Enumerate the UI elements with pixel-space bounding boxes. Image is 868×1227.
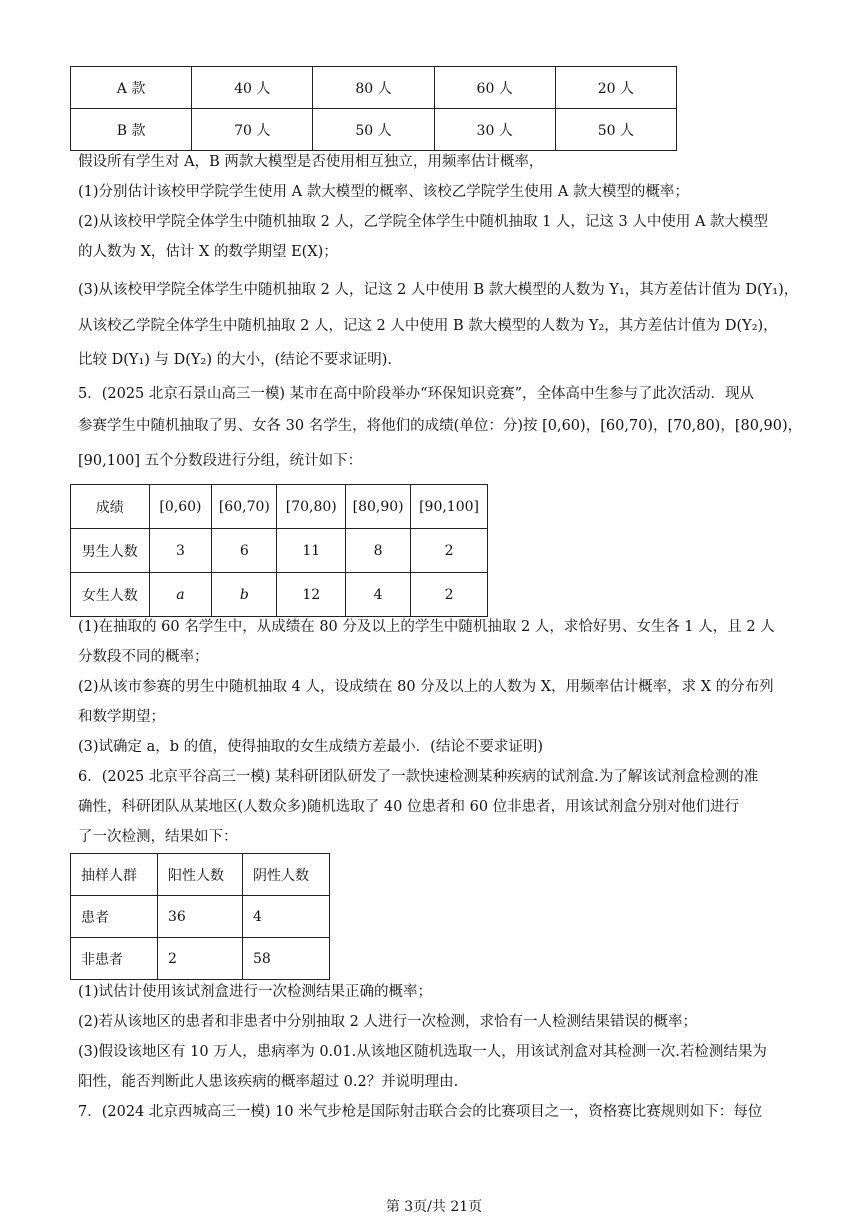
q5-part1-line1: (1)在抽取的 60 名学生中，从成绩在 80 分及以上的学生中随机抽取 2 人，求恰好男、女生各 1 人，且 2 人	[78, 619, 775, 635]
table-cell: 20 人	[555, 67, 676, 109]
q4-assumption: 假设所有学生对 A，B 两款大模型是否使用相互独立，用频率估计概率，	[78, 154, 544, 170]
table-header-cell: 阴性人数	[243, 854, 330, 896]
table-row	[71, 573, 488, 617]
table-cell: 50 人	[555, 109, 676, 151]
q4-part2-line1: (2)从该校甲学院全体学生中随机抽取 2 人，乙学院全体学生中随机抽取 1 人，记这 3 人中使用 A 款大模型	[78, 214, 769, 230]
table-cell: 12	[277, 573, 346, 617]
table-row	[71, 896, 330, 938]
table-cell: 患者	[71, 896, 158, 938]
table-cell: 非患者	[71, 938, 158, 980]
q6-part2: (2)若从该地区的患者和非患者中分别抽取 2 人进行一次检测，求恰有一人检测结果错误的概率；	[78, 1014, 697, 1030]
table-cell: 3	[149, 529, 212, 573]
table-header-cell: [60,70)	[212, 485, 277, 529]
table-cell: 4	[243, 896, 330, 938]
table-row	[71, 67, 677, 109]
table-cell: 2	[158, 938, 243, 980]
table-header-cell: [70,80)	[277, 485, 346, 529]
table-row	[71, 854, 330, 896]
table-row	[71, 529, 488, 573]
table-cell: 2	[411, 529, 488, 573]
table-header-cell: [80,90)	[346, 485, 411, 529]
q6-stem-line2: 确性，科研团队从某地区(人数众多)随机选取了 40 位患者和 60 位非患者，用该试剂盒分别对他们进行	[78, 799, 740, 815]
table-cell: 80 人	[313, 67, 434, 109]
table-cell: B 款	[71, 109, 192, 151]
table-cell: 男生人数	[71, 529, 150, 573]
table-row	[71, 938, 330, 980]
q5-stem-line3: [90,100] 五个分数段进行分组，统计如下：	[78, 453, 363, 469]
table-cell: 女生人数	[71, 573, 150, 617]
q4-part3-line1: (3)从该校甲学院全体学生中随机抽取 2 人，记这 2 人中使用 B 款大模型的人数为 Y₁，其方差估计值为 D(Y₁)，	[78, 282, 799, 298]
table-cell: 58	[243, 938, 330, 980]
q6-part1: (1)试估计使用该试剂盒进行一次检测结果正确的概率；	[78, 984, 433, 1000]
q5-part2-line1: (2)从该市参赛的男生中随机抽取 4 人，设成绩在 80 分及以上的人数为 X，用频率估计概率，求 X 的分布列	[78, 679, 774, 695]
table-cell: 2	[411, 573, 488, 617]
table-cell: 40 人	[192, 67, 313, 109]
table-header-cell: 成绩	[71, 485, 150, 529]
table-cell: A 款	[71, 67, 192, 109]
table-header-cell: [0,60)	[149, 485, 212, 529]
test-result-table	[70, 853, 330, 980]
table-cell: 4	[346, 573, 411, 617]
table-cell: 36	[158, 896, 243, 938]
q6-part3-line2: 阳性，能否判断此人患该疾病的概率超过 0.2？并说明理由.	[78, 1074, 459, 1090]
q6-stem-line3: 了一次检测，结果如下：	[78, 829, 238, 845]
q6-stem-line1: 6．(2025 北京平谷高三一模) 某科研团队研发了一款快速检测某种疾病的试剂盒.为了解该试剂盒检测的准	[78, 769, 759, 785]
q4-part3-line2: 从该校乙学院全体学生中随机抽取 2 人，记这 2 人中使用 B 款大模型的人数为 Y₂，其方差估计值为 D(Y₂)，	[78, 318, 778, 334]
page-number: 第 3页/共 21页	[385, 1199, 483, 1215]
table-cell: 50 人	[313, 109, 434, 151]
table-row	[71, 109, 677, 151]
table-cell: 11	[277, 529, 346, 573]
q6-part3-line1: (3)假设该地区有 10 万人，患病率为 0.01.从该地区随机选取一人，用该试剂盒对其检测一次.若检测结果为	[78, 1044, 767, 1060]
q4-part2-line2: 的人数为 X，估计 X 的数学期望 E(X)；	[78, 244, 338, 260]
table-row	[71, 485, 488, 529]
q4-part3-line3: 比较 D(Y₁) 与 D(Y₂) 的大小，(结论不要求证明)．	[78, 352, 402, 368]
table-cell: b	[212, 573, 277, 617]
q5-stem-line2: 参赛学生中随机抽取了男、女各 30 名学生，将他们的成绩(单位：分)按 [0,60)，[60,70)，[70,80)，[80,90)，	[78, 418, 803, 434]
table-header-cell: 抽样人群	[71, 854, 158, 896]
table-cell: 6	[212, 529, 277, 573]
q7-stem-line1: 7．(2024 北京西城高三一模) 10 米气步枪是国际射击联合会的比赛项目之一，资格赛比赛规则如下：每位	[78, 1104, 763, 1120]
q5-stem-line1: 5．(2025 北京石景山高三一模) 某市在高中阶段举办“环保知识竞赛”，全体高中生参与了此次活动．现从	[78, 386, 754, 402]
model-usage-table	[70, 66, 677, 151]
table-cell: 8	[346, 529, 411, 573]
q5-part2-line2: 和数学期望；	[78, 709, 165, 725]
q5-part3: (3)试确定 a，b 的值，使得抽取的女生成绩方差最小．(结论不要求证明)	[78, 739, 543, 755]
table-cell: 30 人	[434, 109, 555, 151]
q4-part1: (1)分别估计该校甲学院学生使用 A 款大模型的概率、该校乙学院学生使用 A 款大模型的概率；	[78, 184, 689, 200]
score-distribution-table	[70, 484, 488, 617]
q5-part1-line2: 分数段不同的概率；	[78, 649, 209, 665]
table-header-cell: 阳性人数	[158, 854, 243, 896]
table-cell: a	[149, 573, 212, 617]
table-cell: 60 人	[434, 67, 555, 109]
table-header-cell: [90,100]	[411, 485, 488, 529]
table-cell: 70 人	[192, 109, 313, 151]
